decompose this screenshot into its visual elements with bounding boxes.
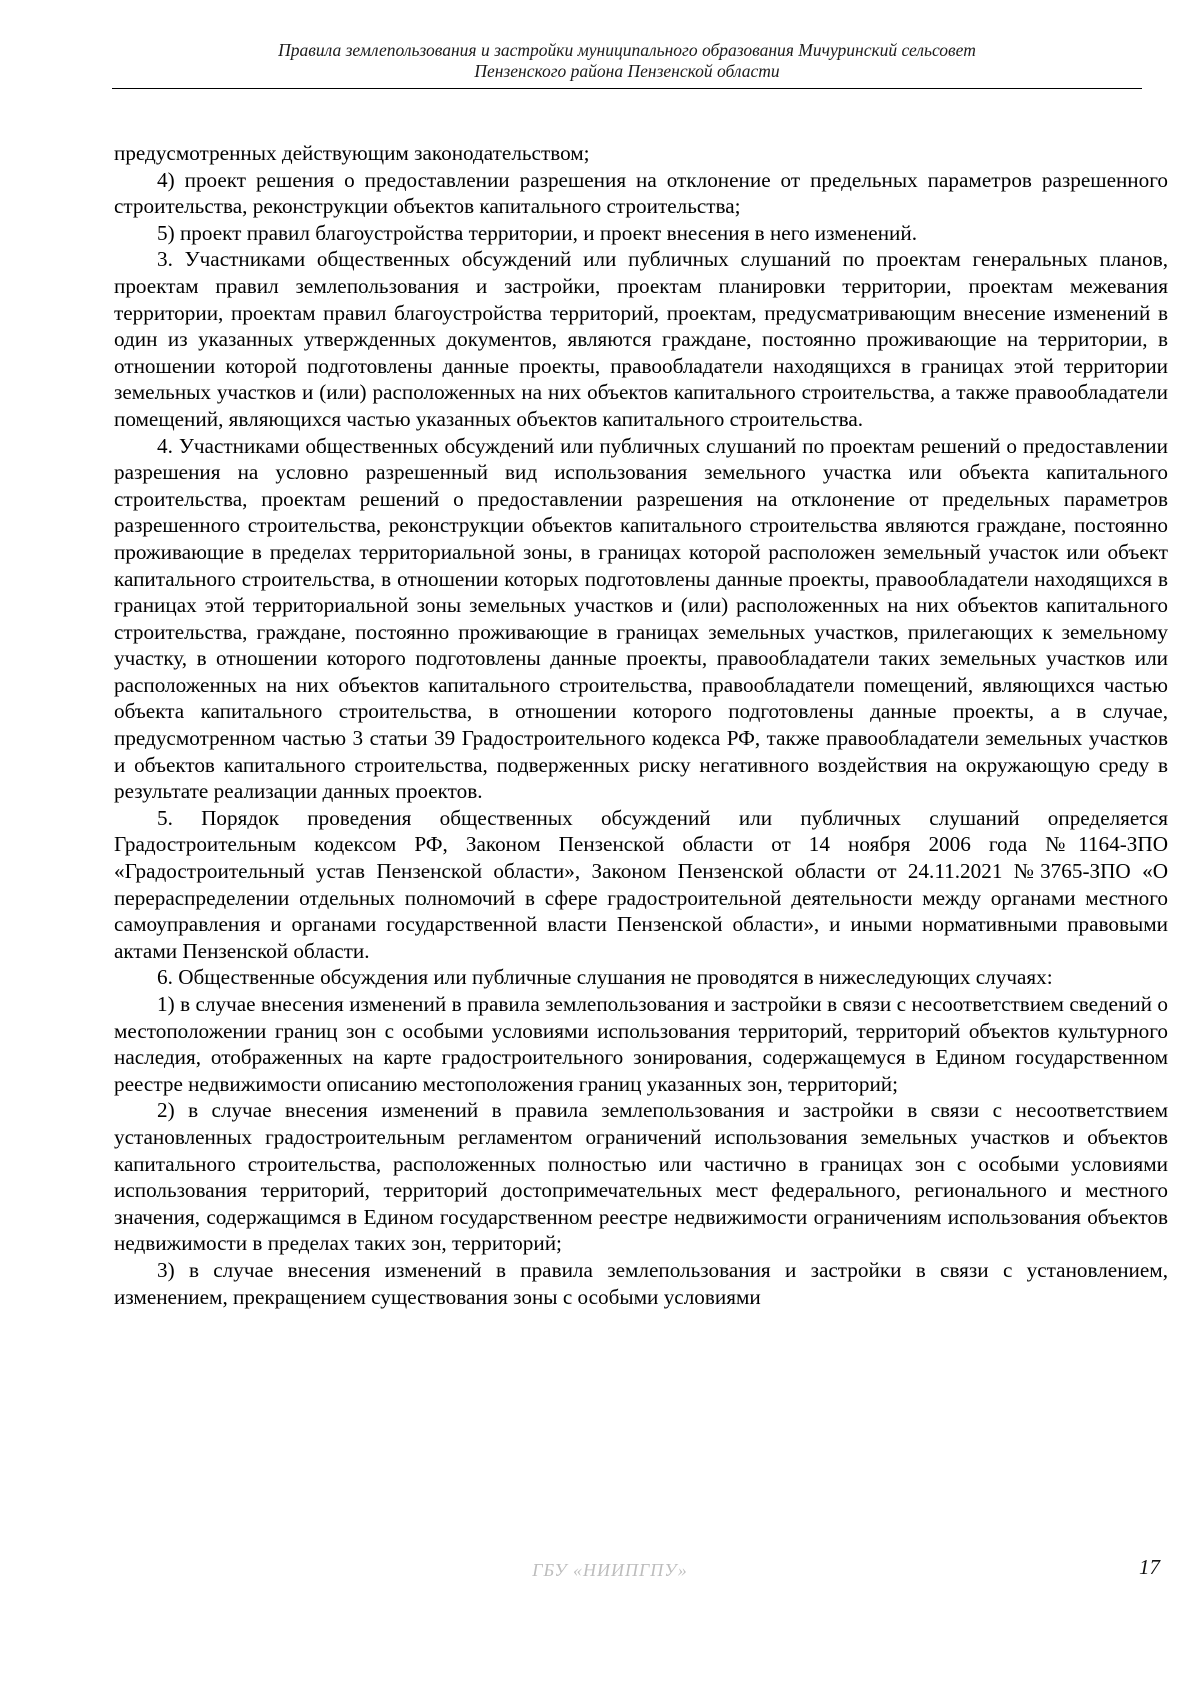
header-line-2: Пензенского района Пензенской области <box>474 61 780 81</box>
paragraph-section-3: 3. Участниками общественных обсуждений или публичных слушаний по проектам генеральных планов, проектам правил землепользования и застройки, проектам планировки территории, проектам межевания территории, проектам правил благоустройства территорий, проектам, предусматривающим внесение изменений в один из указанных утвержденных документов, являются граждане, постоянно проживающие на территории, в отношении которой подготовлены данные проекты, правообладатели находящихся в границах этой территории земельных участков и (или) расположенных на них объектов капитального строительства, а также правообладатели помещений, являющихся частью указанных объектов капитального строительства. <box>114 247 1168 431</box>
paragraph-case-3: 3) в случае внесения изменений в правила землепользования и застройки в связи с установлением, изменением, прекращением существования зоны с особыми условиями <box>114 1257 1168 1309</box>
paragraph-section-5: 5. Порядок проведения общественных обсуждений или публичных слушаний определяется Градостроительным кодексом РФ, Законом Пензенской области от 14 ноября 2006 года №1164-ЗПО «Градостроительный устав Пензенской области», Законом Пензенской области от 24.11.2021 №3765-ЗПО «О перераспределении отдельных полномочий в сфере градостроительной деятельности между органами местного самоуправления и органами государственной власти Пензенской области», и иными нормативными правовыми актами Пензенской области. <box>114 805 1168 963</box>
document-body <box>114 140 1168 1310</box>
paragraph-section-6: 6. Общественные обсуждения или публичные слушания не проводятся в нижеследующих случаях: <box>157 965 1053 990</box>
header-rule <box>112 88 1142 89</box>
paragraph-case-2: 2) в случае внесения изменений в правила землепользования и застройки в связи с несоответствием установленных градостроительным регламентом ограничений использования земельных участков и объектов капитального строительства, расположенных полностью или частично в границах зон с особыми условиями использования территорий, территорий достопримечательных мест федерального, регионального и местного значения, содержащимся в Едином государственном реестре недвижимости ограничениям использования объектов недвижимости в пределах таких зон, территорий; <box>114 1098 1168 1256</box>
paragraph-continuation: предусмотренных действующим законодательством; <box>114 141 590 165</box>
header-line-1: Правила землепользования и застройки муниципального образования Мичуринский сельсовет <box>278 40 976 60</box>
footer-organization: ГБУ «НИИПГПУ» <box>532 1560 688 1580</box>
paragraph-item-5: 5) проект правил благоустройства территории, и проект внесения в него изменений. <box>157 220 918 245</box>
paragraph-item-4: 4) проект решения о предоставлении разрешения на отклонение от предельных параметров разрешенного строительства, реконструкции объектов капитального строительства; <box>114 167 1168 219</box>
page-number: 17 <box>1139 1555 1160 1579</box>
paragraph-section-4: 4. Участниками общественных обсуждений или публичных слушаний по проектам решений о предоставлении разрешения на условно разрешенный вид использования земельного участка или объекта капитального строительства, проектам решений о предоставлении разрешения на отклонение от предельных параметров разрешенного строительства, реконструкции объектов капитального строительства являются граждане, постоянно проживающие в пределах территориальной зоны, в границах которой расположен земельный участок или объект капитального строительства, в отношении которых подготовлены данные проекты, правообладатели находящихся в границах этой территориальной зоны земельных участков и (или) расположенных на них объектов капитального строительства, граждане, постоянно проживающие в границах земельных участков, прилегающих к земельному участку, в отношении которого подготовлены данные проекты, правообладатели таких земельных участков или расположенных на них объектов капитального строительства, правообладатели помещений, являющихся частью объекта капитального строительства, в отношении которого подготовлены данные проекты, а в случае, предусмотренном частью 3 статьи 39 Градостроительного кодекса РФ, также правообладатели земельных участков и объектов капитального строительства, подверженных риску негативного воздействия на окружающую среду в результате реализации данных проектов. <box>114 433 1168 804</box>
page-header <box>112 40 1142 82</box>
paragraph-case-1: 1) в случае внесения изменений в правила землепользования и застройки в связи с несоответствием сведений о местоположении границ зон с особыми условиями использования территорий, территорий объектов культурного наследия, отображенных на карте градостроительного зонирования, содержащемуся в Едином государственном реестре недвижимости описанию местоположения границ указанных зон, территорий; <box>114 992 1168 1096</box>
